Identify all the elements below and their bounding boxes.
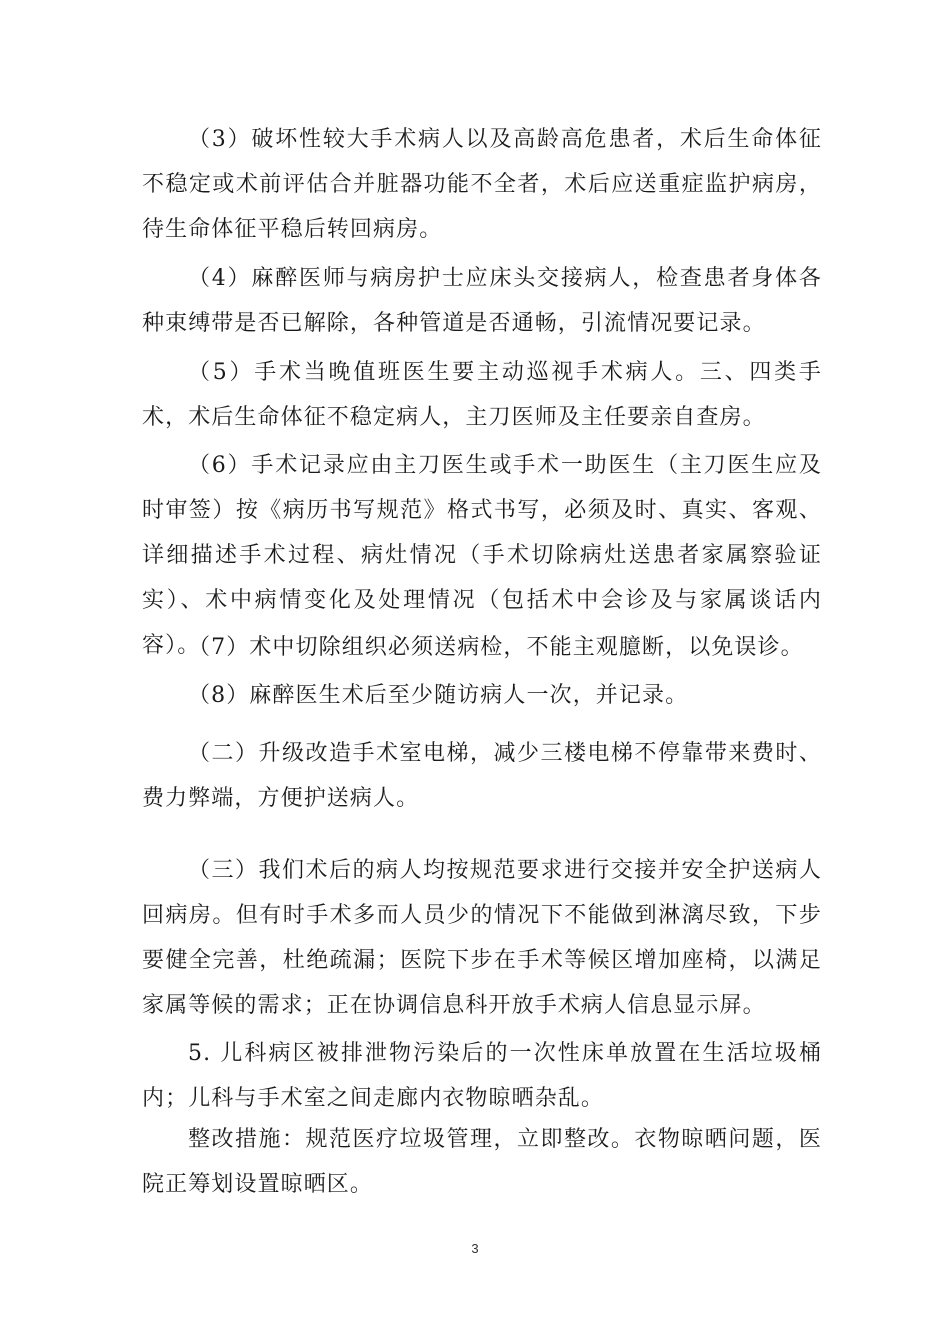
paragraph-item-3: （3）破坏性较大手术病人以及高龄高危患者，术后生命体征不稳定或术前评估合并脏器功能不全者，术后应送重症监护病房，待生命体征平稳后转回病房。 — [142, 127, 822, 242]
paragraph-issue-5: 5. 儿科病区被排泄物污染后的一次性床单放置在生活垃圾桶内；儿科与手术室之间走廊内衣物晾晒杂乱。 — [142, 1041, 822, 1111]
paragraph-section-2: （二）升级改造手术室电梯，减少三楼电梯不停靠带来费时、费力弊端，方便护送病人。 — [142, 741, 822, 811]
paragraph-item-4: （4）麻醉医师与病房护士应床头交接病人，检查患者身体各种束缚带是否已解除，各种管道是否通畅，引流情况要记录。 — [142, 266, 822, 336]
page-number: 3 — [471, 1241, 479, 1256]
paragraph-item-7: （7）术中切除组织必须送病检，不能主观臆断，以免误诊。 — [188, 635, 804, 660]
paragraph-item-8: （8）麻醉医生术后至少随访病人一次，并记录。 — [188, 683, 689, 708]
paragraph-rectification: 整改措施：规范医疗垃圾管理，立即整改。衣物晾晒问题，医院正筹划设置晾晒区。 — [142, 1127, 822, 1197]
paragraph-item-6: （6）手术记录应由主刀医生或手术一助医生（主刀医生应及时审签）按《病历书写规范》格式书写，必须及时、真实、客观、详细描述手术过程、病灶情况（手术切除病灶送患者家属察验证实）、术中病情变化及处理情况（包括术中会诊及与家属谈话内容）。 — [142, 453, 822, 658]
paragraph-section-3: （三）我们术后的病人均按规范要求进行交接并安全护送病人回病房。但有时手术多而人员少的情况下不能做到淋漓尽致，下步要健全完善，杜绝疏漏；医院下步在手术等候区增加座椅，以满足家属等候的需求；正在协调信息科开放手术病人信息显示屏。 — [142, 858, 822, 1018]
paragraph-item-5: （5）手术当晚值班医生要主动巡视手术病人。三、四类手术，术后生命体征不稳定病人，主刀医师及主任要亲自查房。 — [142, 360, 822, 430]
